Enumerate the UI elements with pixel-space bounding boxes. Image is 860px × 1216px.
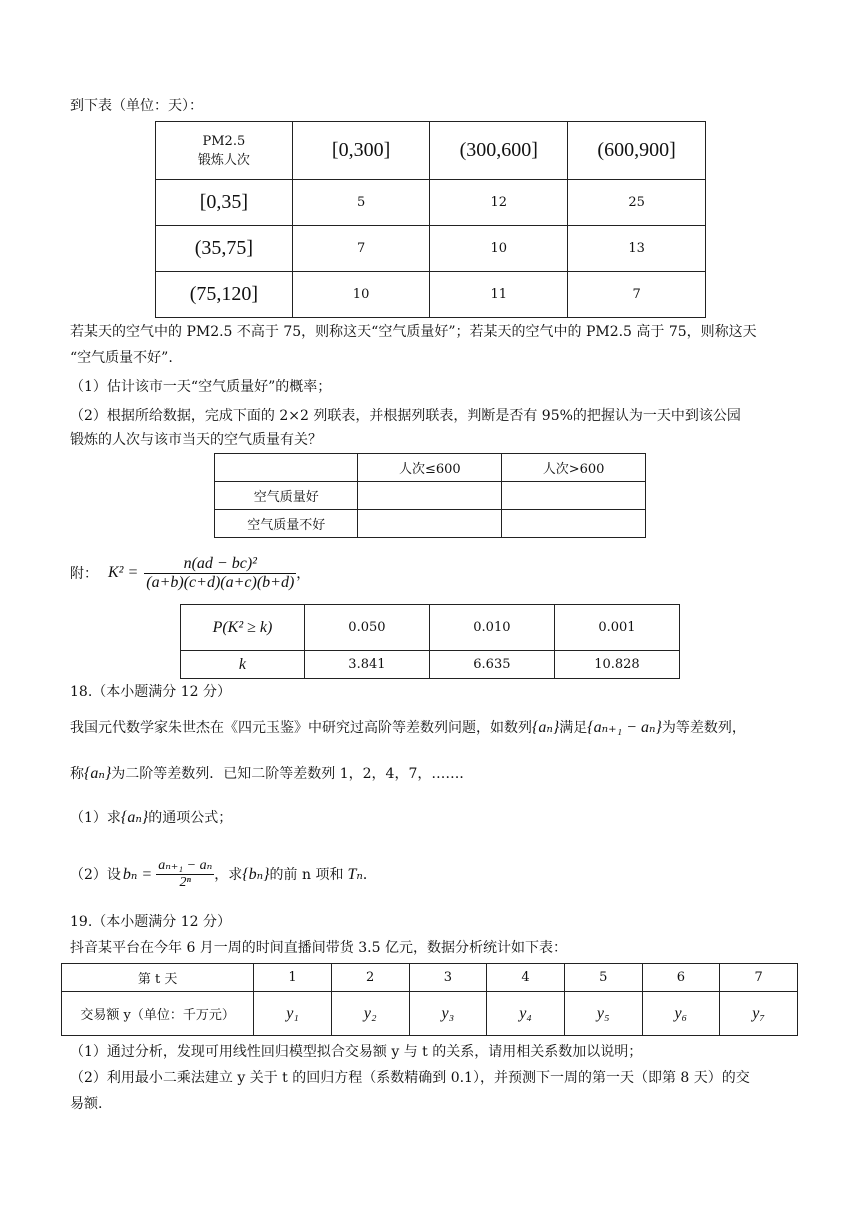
question-1: （1）估计该市一天“空气质量好”的概率；	[70, 379, 332, 395]
table-cell: 7	[568, 272, 706, 318]
contingency-table	[214, 453, 646, 538]
corner-exercise-label: 锻炼人次	[197, 152, 250, 168]
table-cell: 4	[487, 964, 565, 992]
column-header: 人次>600	[502, 454, 646, 482]
row-header: (75,120]	[156, 272, 293, 318]
critical-values-table	[180, 604, 680, 679]
table-cell: 3	[409, 964, 487, 992]
b-n-fraction	[156, 857, 214, 891]
row-header: 第 t 天	[62, 964, 254, 992]
column-header: 人次≤600	[358, 454, 502, 482]
table-cell: 3.841	[304, 651, 429, 679]
empty-cell	[502, 510, 646, 538]
formula-numerator: n(ad − bc)²	[144, 555, 296, 574]
row-header: 交易额 y（单位：千万元）	[62, 992, 254, 1036]
paragraph-line: 若某天的空气中的 PM2.5 不高于 75，则称这天“空气质量好”；若某天的空气中的 PM2.5 高于 75，则称这天	[70, 324, 757, 340]
question-19-title: 19.（本小题满分 12 分）	[70, 914, 231, 930]
question-19-sub2-line2: 易额.	[70, 1096, 103, 1112]
table-cell: 0.010	[429, 605, 554, 651]
table-row	[215, 510, 646, 538]
table-cell: 10	[430, 226, 568, 272]
row-header: P(K² ≥ k)	[181, 605, 305, 651]
table-cell: 13	[568, 226, 706, 272]
question-18-line1: 我国元代数学家朱世杰在《四元玉鉴》中研究过高阶等差数列问题，如数列{aₙ}满足{aₙ₊₁ − aₙ}为等差数列，	[70, 719, 746, 736]
formula-suffix: ，	[296, 566, 311, 582]
table-corner-header	[156, 122, 293, 180]
question-18-line2: 称{aₙ}为二阶等差数列．已知二阶等差数列 1，2，4，7，……．	[70, 765, 474, 782]
column-header: [0,300]	[292, 122, 430, 180]
row-header: (35,75]	[156, 226, 293, 272]
table-cell: 0.050	[304, 605, 429, 651]
table-cell: y₄	[487, 992, 565, 1036]
table-cell: 12	[430, 180, 568, 226]
column-header	[215, 454, 358, 482]
question-2-line2: 锻炼的人次与该市当天的空气质量有关？	[70, 432, 322, 448]
sequence-a: {aₙ}	[532, 719, 560, 736]
question-19-sub2-line1: （2）利用最小二乘法建立 y 关于 t 的回归方程（系数精确到 0.1），并预测下一周的第一天（即第 8 天）的交	[70, 1070, 750, 1086]
table-cell: 11	[430, 272, 568, 318]
column-header: (300,600]	[430, 122, 568, 180]
table-cell: 10	[292, 272, 430, 318]
table-cell: 7	[292, 226, 430, 272]
question-19-line1: 抖音某平台在今年 6 月一周的时间直播间带货 3.5 亿元，数据分析统计如下表：	[70, 940, 567, 956]
empty-cell	[502, 482, 646, 510]
transaction-table	[61, 963, 798, 1036]
table-cell: 10.828	[554, 651, 679, 679]
sequence-a: {aₙ}	[84, 765, 112, 782]
table-cell: y₂	[331, 992, 409, 1036]
sequence-b: {bₙ}	[242, 866, 270, 883]
question-18-title: 18.（本小题满分 12 分）	[70, 684, 231, 700]
row-header: 空气质量不好	[215, 510, 358, 538]
table-cell: 7	[720, 964, 798, 992]
intro-text: 到下表（单位：天）：	[70, 98, 203, 114]
table-cell: 2	[331, 964, 409, 992]
formula-lhs: K² =	[108, 564, 139, 581]
question-2-line1: （2）根据所给数据，完成下面的 2×2 列联表，并根据列联表，判断是否有 95%的把握认为一天中到该公园	[70, 408, 741, 424]
table-cell: 5	[564, 964, 642, 992]
question-19-sub1: （1）通过分析，发现可用线性回归模型拟合交易额 y 与 t 的关系，请用相关系数加以说明；	[70, 1044, 643, 1060]
table-row	[215, 482, 646, 510]
question-18-sub1: （1）求{aₙ}的通项公式；	[70, 809, 233, 826]
row-header: 空气质量好	[215, 482, 358, 510]
sequence-diff: {aₙ₊₁ − aₙ}	[587, 719, 662, 736]
formula-prefix: 附：	[70, 566, 98, 582]
table-row	[156, 226, 706, 272]
empty-cell	[358, 510, 502, 538]
table-cell: y₆	[642, 992, 720, 1036]
column-header: (600,900]	[568, 122, 706, 180]
table-cell: 6	[642, 964, 720, 992]
row-header: [0,35]	[156, 180, 293, 226]
table-row	[156, 180, 706, 226]
sequence-a: {aₙ}	[120, 809, 149, 826]
empty-cell	[358, 482, 502, 510]
table-cell: y₇	[720, 992, 798, 1036]
question-18-sub2: （2）设 bₙ = $\frac{\text{aₙ₊₁ − aₙ}}{\text{2ⁿ}}$ ，求 {bₙ} 的前 n 项和 Tₙ ．	[70, 858, 377, 890]
b-n-denominator: 2ⁿ	[179, 875, 191, 890]
table-cell: 25	[568, 180, 706, 226]
b-n-lhs: bₙ =	[122, 866, 153, 883]
table-cell: y₁	[254, 992, 332, 1036]
formula-denominator: (a+b)(c+d)(a+c)(b+d)	[146, 573, 295, 591]
b-n-numerator: aₙ₊₁ − aₙ	[158, 858, 213, 873]
row-header: k	[181, 651, 305, 679]
paragraph-line: “空气质量不好”.	[70, 350, 173, 366]
formula-k2	[70, 546, 310, 600]
table-row	[156, 272, 706, 318]
table-cell: y₅	[564, 992, 642, 1036]
t-n: Tₙ	[347, 866, 363, 883]
table-cell: 6.635	[429, 651, 554, 679]
formula-fraction	[144, 555, 296, 592]
corner-pm25-label: PM2.5	[202, 133, 246, 149]
table-cell: 0.001	[554, 605, 679, 651]
table-cell: y₃	[409, 992, 487, 1036]
table-cell: 5	[292, 180, 430, 226]
pm25-table	[155, 121, 706, 318]
table-cell: 1	[254, 964, 332, 992]
